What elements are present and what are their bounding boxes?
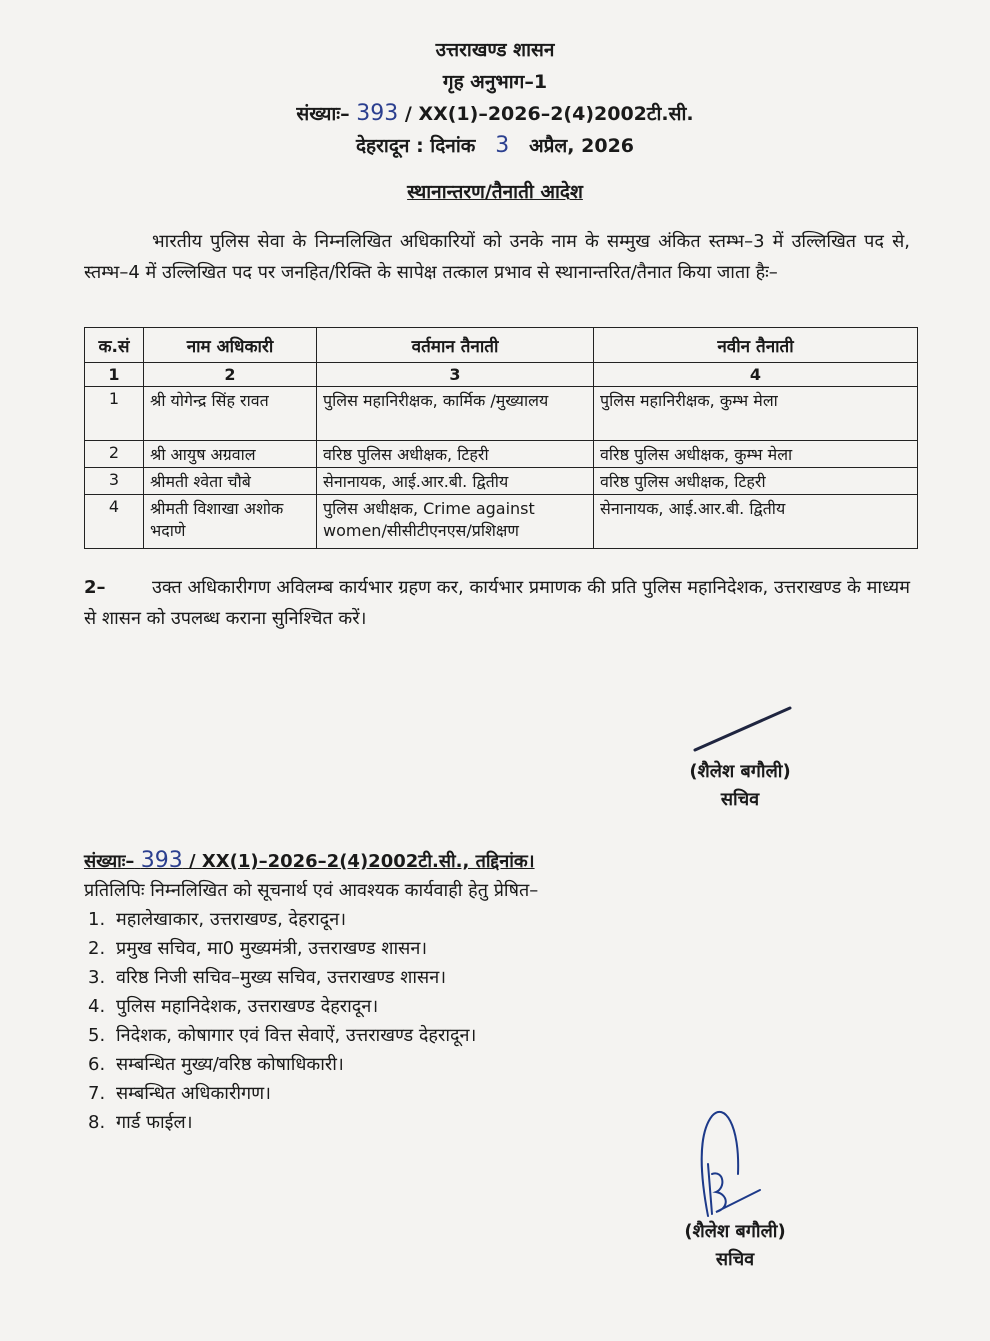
column-number: 4	[594, 363, 918, 387]
list-text: सम्बन्धित मुख्य/वरिष्ठ कोषाधिकारी।	[116, 1054, 344, 1075]
date-prefix: देहरादून : दिनांक	[355, 135, 476, 157]
row-current-posting: पुलिस अधीक्षक, Crime against women/सीसीटीएनएस/प्रशिक्षण	[317, 495, 594, 549]
list-item	[84, 992, 538, 1021]
intro-text: भारतीय पुलिस सेवा के निम्नलिखित अधिकारियों को उनके नाम के सम्मुख अंकित स्तम्भ–3 में उल्लिखित पद से, स्तम्भ–4 में उल्लिखित पद पर जनहित/रिक्ति के सापेक्ष तत्काल प्रभाव से स्थानान्तरित/तैनात किया जाता हैः–	[84, 231, 910, 283]
row-name: श्रीमती विशाखा अशोक भदाणे	[144, 495, 317, 549]
list-number: 8.	[88, 1112, 106, 1133]
copy-handwritten-number: 393	[140, 848, 183, 873]
list-item	[84, 1021, 538, 1050]
table-row	[85, 468, 918, 495]
row-serial: 2	[85, 441, 144, 468]
list-item	[84, 905, 538, 934]
reference-number	[0, 100, 990, 126]
row-name: श्री आयुष अग्रवाल	[144, 441, 317, 468]
paragraph-2	[84, 572, 910, 634]
signature-block-2	[625, 1218, 845, 1274]
column-number: 2	[144, 363, 317, 387]
row-serial: 1	[85, 387, 144, 441]
copy-section	[84, 846, 538, 1137]
list-text: गार्ड फाईल।	[116, 1112, 193, 1133]
row-serial: 4	[85, 495, 144, 549]
recipient-list	[84, 905, 538, 1137]
column-number-row	[85, 363, 918, 387]
column-number: 3	[317, 363, 594, 387]
header-serial: क.सं	[85, 328, 144, 363]
list-text: पुलिस महानिदेशक, उत्तराखण्ड देहरादून।	[116, 996, 379, 1017]
date-line	[0, 132, 990, 158]
handwritten-date-day: 3	[495, 133, 510, 158]
row-current-posting: सेनानायक, आई.आर.बी. द्वितीय	[317, 468, 594, 495]
government-heading: उत्तराखण्ड शासन	[435, 39, 555, 61]
list-item	[84, 1050, 538, 1079]
signature-stroke-icon	[690, 698, 800, 758]
table-header-row	[85, 328, 918, 363]
row-current-posting: पुलिस महानिरीक्षक, कार्मिक /मुख्यालय	[317, 387, 594, 441]
list-number: 2.	[88, 938, 106, 959]
list-number: 4.	[88, 996, 106, 1017]
table-row	[85, 495, 918, 549]
signatory-name: (शैलेश बगौली)	[689, 761, 791, 782]
row-new-posting: सेनानायक, आई.आर.बी. द्वितीय	[594, 495, 918, 549]
row-new-posting: पुलिस महानिरीक्षक, कुम्भ मेला	[594, 387, 918, 441]
copy-intro: प्रतिलिपिः निम्नलिखित को सूचनार्थ एवं आवश्यक कार्यवाही हेतु प्रेषित–	[84, 880, 539, 901]
row-current-posting: वरिष्ठ पुलिस अधीक्षक, टिहरी	[317, 441, 594, 468]
row-new-posting: वरिष्ठ पुलिस अधीक्षक, टिहरी	[594, 468, 918, 495]
signature-block-1	[630, 758, 850, 814]
header-new-posting: नवीन तैनाती	[594, 328, 918, 363]
intro-paragraph	[84, 226, 910, 288]
list-item	[84, 963, 538, 992]
signatory-designation: सचिव	[720, 789, 760, 810]
list-number: 5.	[88, 1025, 106, 1046]
copy-reference	[84, 846, 538, 876]
list-number: 6.	[88, 1054, 106, 1075]
order-title: स्थानान्तरण/तैनाती आदेश	[407, 181, 583, 203]
list-number: 1.	[88, 909, 106, 930]
list-text: वरिष्ठ निजी सचिव–मुख्य सचिव, उत्तराखण्ड शासन।	[116, 967, 447, 988]
department-heading: गृह अनुभाग–1	[442, 71, 548, 93]
table-row	[85, 441, 918, 468]
row-serial: 3	[85, 468, 144, 495]
signatory-designation: सचिव	[715, 1249, 755, 1270]
list-number: 3.	[88, 967, 106, 988]
transfer-table	[84, 327, 918, 549]
paragraph-2-text: उक्त अधिकारीगण अविलम्ब कार्यभार ग्रहण कर, कार्यभार प्रमाणक की प्रति पुलिस महानिदेशक, उत्तराखण्ड के माध्यम से शासन को उपलब्ध कराना सुनिश्चित करें।	[84, 577, 910, 629]
copy-ref-suffix: / XX(1)–2026–2(4)2002टी.सी., तद्दिनांक।	[189, 851, 535, 872]
list-item	[84, 1108, 538, 1137]
header-name: नाम अधिकारी	[144, 328, 317, 363]
list-text: प्रमुख सचिव, मा0 मुख्यमंत्री, उत्तराखण्ड शासन।	[116, 938, 428, 959]
list-text: महालेखाकार, उत्तराखण्ड, देहरादून।	[116, 909, 347, 930]
copy-ref-prefix: संख्याः–	[84, 851, 135, 872]
header-current-posting: वर्तमान तैनाती	[317, 328, 594, 363]
column-number: 1	[85, 363, 144, 387]
row-name: श्री योगेन्द्र सिंह रावत	[144, 387, 317, 441]
list-number: 7.	[88, 1083, 106, 1104]
table-row	[85, 387, 918, 441]
handwritten-ref-number: 393	[356, 101, 399, 126]
date-suffix: अप्रैल, 2026	[529, 135, 635, 157]
row-new-posting: वरिष्ठ पुलिस अधीक्षक, कुम्भ मेला	[594, 441, 918, 468]
list-item	[84, 1079, 538, 1108]
list-text: निदेशक, कोषागार एवं वित्त सेवाऐं, उत्तराखण्ड देहरादून।	[116, 1025, 477, 1046]
paragraph-2-number: 2–	[84, 577, 106, 598]
signatory-name: (शैलेश बगौली)	[684, 1221, 786, 1242]
list-text: सम्बन्धित अधिकारीगण।	[116, 1083, 271, 1104]
signature-scribble-icon	[690, 1104, 780, 1224]
row-name: श्रीमती श्वेता चौबे	[144, 468, 317, 495]
ref-suffix: / XX(1)–2026–2(4)2002टी.सी.	[404, 103, 694, 125]
ref-prefix: संख्याः–	[296, 103, 350, 125]
list-item	[84, 934, 538, 963]
